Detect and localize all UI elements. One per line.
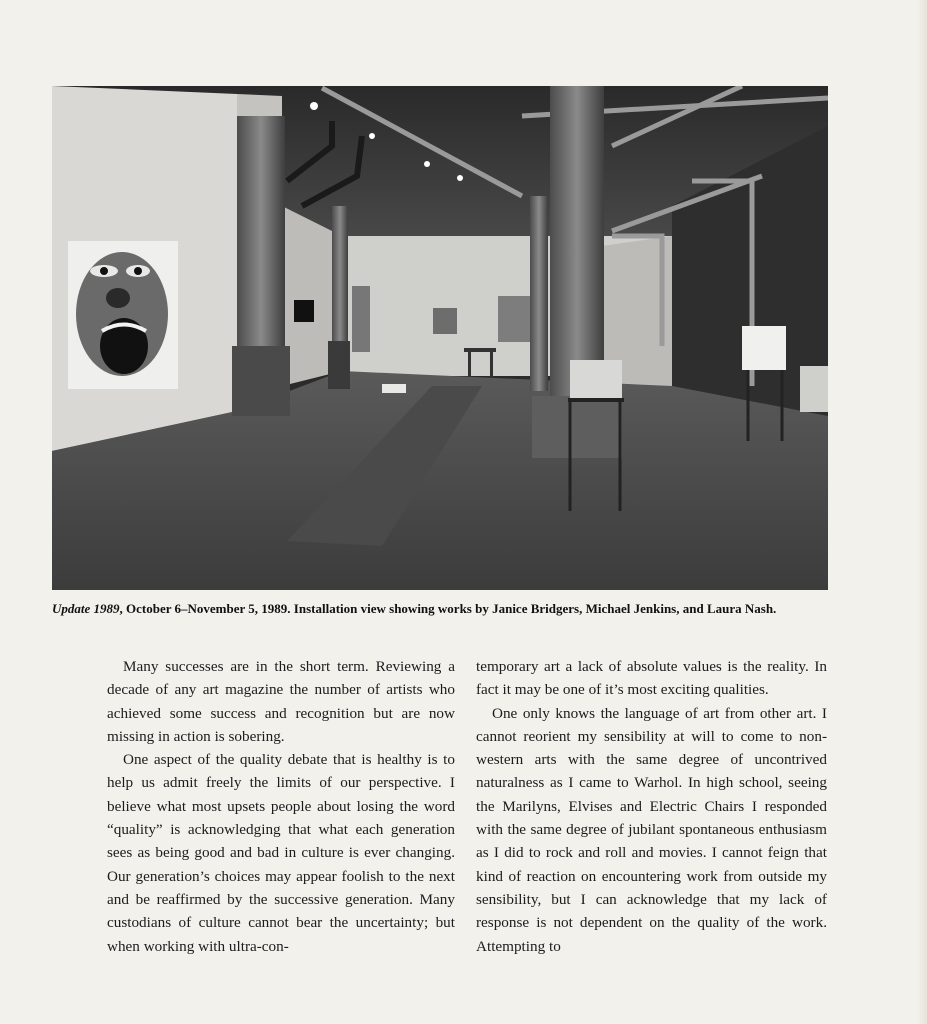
body-column-left (107, 655, 455, 958)
paragraph: temporary art a lack of absolute values is the reality. In fact it may be one of it’s most exciting qualities. (476, 658, 827, 699)
caption-text: , October 6–November 5, 1989. Installation view showing works by Janice Bridgers, Michael Jenkins, and Laura Nash. (119, 601, 777, 616)
installation-photo (52, 86, 828, 590)
photo-caption (52, 600, 792, 618)
paragraph: One aspect of the quality debate that is healthy is to help us admit freely the limits of our perspective. I believe what most upsets people about losing the word “quality” is acknowledging that what each generation sees as being good and bad in culture is ever changing. Our generation’s choices may appear foolish to the next and be reaffirmed by the successive generation. Many custodians of culture cannot bear the uncertainty; but when working with ultra-con- (107, 751, 455, 955)
paragraph: One only knows the language of art from other art. I cannot reorient my sensibility at will to come to non-western arts with the same degree of uncontrived naturalness as I came to Warhol. In high school, seeing the Marilyns, Elvises and Electric Chairs I responded with the same degree of jubilant spontaneous enthusiasm as I did to rock and roll and movies. I cannot feign that kind of reaction on encountering work from outside my sensibility, but I can acknowledge that my lack of response is not dependent on the quality of the work. Attempting to (476, 704, 827, 955)
caption-exhibition-title: Update 1989 (52, 601, 120, 616)
installation-photo-drawing (52, 86, 828, 590)
body-column-right (476, 655, 827, 958)
page-edge (917, 0, 927, 1024)
paragraph: Many successes are in the short term. Reviewing a decade of any art magazine the number of artists who achieved some success and recognition but are now missing in action is sobering. (107, 658, 455, 745)
